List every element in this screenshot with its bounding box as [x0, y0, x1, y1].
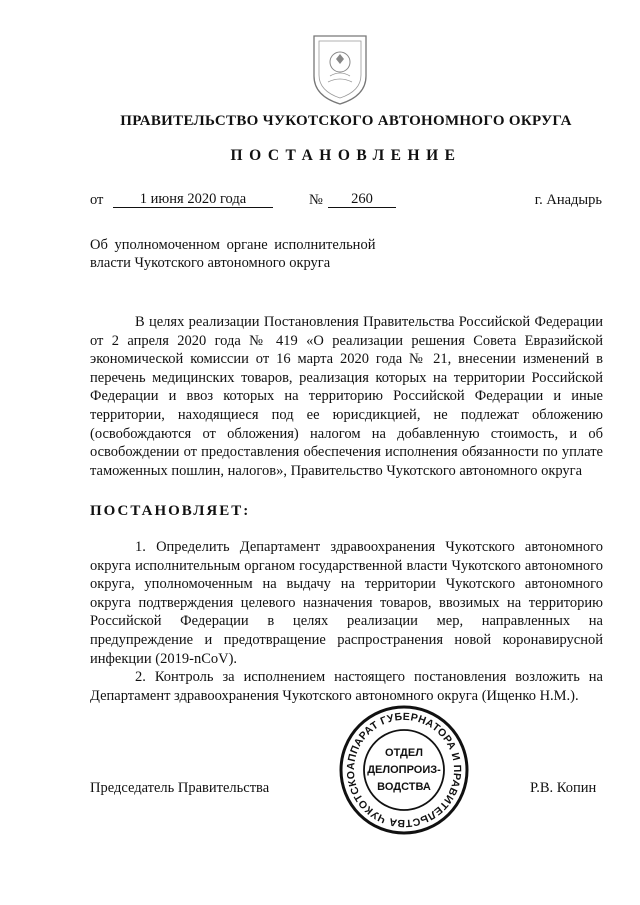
resolution-item: 2. Контроль за исполнением настоящего постановления возложить на Департамент здравоохранения Чукотского автономного округа (Ищенко Н.М.). [90, 669, 603, 704]
document-subject [90, 236, 410, 272]
stamp-ring-text: АППАРАТ ГУБЕРНАТОРА И ПРАВИТЕЛЬСТВА ЧУКОТСКО [344, 710, 464, 830]
stamp-line-1: ОТДЕЛ [385, 747, 423, 759]
stamp-line-3: ВОДСТВА [377, 781, 431, 793]
stamp-line-2: ДЕЛОПРОИЗ- [367, 764, 441, 776]
resolution-item: 1. Определить Департамент здравоохранения Чукотского автономного округа исполнительным органом государственной власти Чукотского автономного округа, уполномоченным на выдачу на территории Чукотского автономного округа подтверждения целевого назначения товаров, ввозимых на территорию Российской Федерации в целях реализации мер, направленных на предупреждение и предотвращение распространения новой коронавирусной инфекции (2019-nCoV). [90, 539, 603, 667]
organization-title: ПРАВИТЕЛЬСТВО ЧУКОТСКОГО АВТОНОМНОГО ОКРУГА [120, 113, 572, 129]
resolution-items [90, 538, 603, 705]
office-stamp [338, 704, 470, 836]
subject-line-1: Об уполномоченном органе исполнительной [90, 237, 376, 253]
number-prefix: № [309, 192, 323, 208]
document-number: 260 [328, 192, 396, 208]
document-date: 1 июня 2020 года [113, 192, 273, 208]
date-prefix: от [90, 192, 104, 208]
preamble-text: В целях реализации Постановления Правительства Российской Федерации от 2 апреля 2020 года № 419 «О реализации решения Совета Евразийской экономической комиссии от 16 марта 2020 года № 21, внесении изменений в перечень медицинских товаров, реализация которых на территории Российской Федерации и ввоз которых на территорию Российской Федерации и иные территории, находящиеся под ее юрисдикцией, не подлежат обложению (освобождаются от обложения) налогом на добавленную стоимость, и об освобождении от предоставления обеспечения исполнения обязанности по уплате таможенных пошлин, налогов», Правительство Чукотского автономного округа [90, 314, 603, 479]
document-type: ПОСТАНОВЛЕНИЕ [230, 147, 462, 164]
preamble-paragraph [90, 313, 603, 480]
coat-of-arms-emblem-icon [308, 32, 372, 106]
document-city: г. Анадырь [534, 192, 602, 208]
signatory-position: Председатель Правительства [90, 780, 270, 796]
signatory-name: Р.В. Копин [530, 780, 597, 796]
subject-line-2: власти Чукотского автономного округа [90, 255, 331, 271]
resolves-heading: ПОСТАНОВЛЯЕТ: [90, 503, 251, 519]
